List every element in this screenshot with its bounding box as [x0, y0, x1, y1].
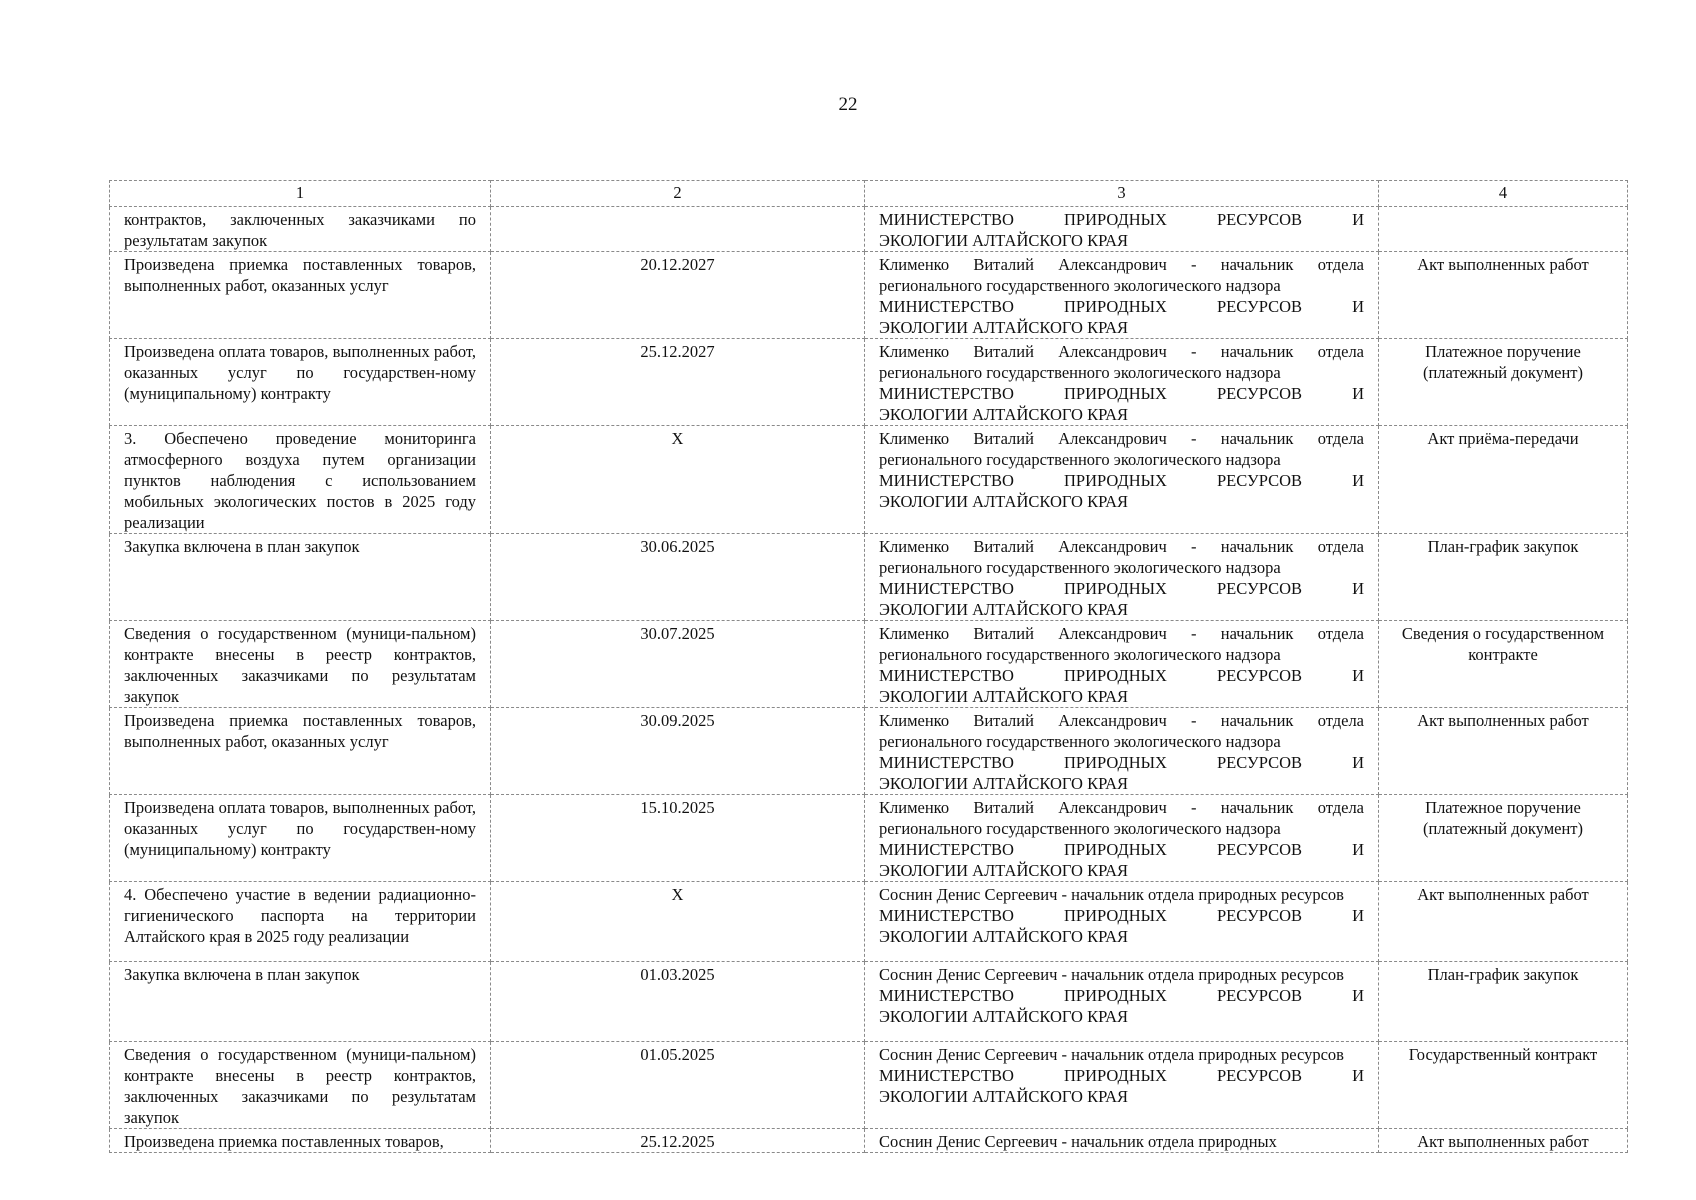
ministry-word: И	[1352, 471, 1364, 490]
deadline-cell: X	[491, 882, 865, 962]
ministry-word: ПРИРОДНЫХ	[1064, 297, 1167, 316]
ministry-word: МИНИСТЕРСТВО	[879, 210, 1014, 229]
ministry-line-1	[879, 1065, 1364, 1086]
deadline-cell: 30.07.2025	[491, 621, 865, 708]
ministry-word: МИНИСТЕРСТВО	[879, 1066, 1014, 1085]
ministry-word: МИНИСТЕРСТВО	[879, 666, 1014, 685]
event-description-cell: Закупка включена в план закупок	[110, 962, 491, 1042]
responsible-cell	[865, 1129, 1379, 1153]
event-description-cell: Произведена приемка поставленных товаров,	[110, 1129, 491, 1153]
document-table	[109, 180, 1628, 1153]
ministry-word: МИНИСТЕРСТВО	[879, 471, 1014, 490]
deadline-cell: 30.06.2025	[491, 534, 865, 621]
ministry-word: ПРИРОДНЫХ	[1064, 1066, 1167, 1085]
ministry-line-1	[879, 665, 1364, 686]
ministry-line-2: ЭКОЛОГИИ АЛТАЙСКОГО КРАЯ	[879, 1087, 1129, 1106]
responsible-person: Клименко Виталий Александрович - начальник отдела регионального государственного экологического надзора	[879, 429, 1364, 469]
ministry-word: МИНИСТЕРСТВО	[879, 753, 1014, 772]
ministry-line-2: ЭКОЛОГИИ АЛТАЙСКОГО КРАЯ	[879, 318, 1129, 337]
ministry-line-2: ЭКОЛОГИИ АЛТАЙСКОГО КРАЯ	[879, 405, 1129, 424]
table-body	[110, 207, 1628, 1153]
deadline-cell	[491, 207, 865, 252]
event-description-cell: Произведена приемка поставленных товаров, выполненных работ, оказанных услуг	[110, 252, 491, 339]
document-type-cell: План-график закупок	[1379, 962, 1628, 1042]
ministry-word: РЕСУРСОВ	[1217, 579, 1303, 598]
deadline-cell: 25.12.2025	[491, 1129, 865, 1153]
ministry-line-1	[879, 296, 1364, 317]
document-type-cell: Акт выполненных работ	[1379, 708, 1628, 795]
ministry-line-1	[879, 470, 1364, 491]
ministry-word: МИНИСТЕРСТВО	[879, 384, 1014, 403]
ministry-word: МИНИСТЕРСТВО	[879, 840, 1014, 859]
table-row	[110, 795, 1628, 882]
responsible-cell	[865, 1042, 1379, 1129]
document-type-cell	[1379, 207, 1628, 252]
ministry-word: И	[1352, 840, 1364, 859]
ministry-word: ПРИРОДНЫХ	[1064, 906, 1167, 925]
event-description-cell: Произведена оплата товаров, выполненных работ, оказанных услуг по государствен-ному (муниципальному) контракту	[110, 339, 491, 426]
event-description-cell: Произведена приемка поставленных товаров, выполненных работ, оказанных услуг	[110, 708, 491, 795]
ministry-line-1	[879, 383, 1364, 404]
responsible-cell	[865, 207, 1379, 252]
deadline-cell: X	[491, 426, 865, 534]
ministry-word: ПРИРОДНЫХ	[1064, 210, 1167, 229]
event-description-cell: 3. Обеспечено проведение мониторинга атмосферного воздуха путем организации пунктов наблюдения с использованием мобильных экологических постов в 2025 году реализации	[110, 426, 491, 534]
event-description-cell: Сведения о государственном (муници-пальном) контракте внесены в реестр контрактов, заключенных заказчиками по результатам закупок	[110, 621, 491, 708]
ministry-word: РЕСУРСОВ	[1217, 471, 1303, 490]
responsible-cell	[865, 882, 1379, 962]
ministry-word: И	[1352, 297, 1364, 316]
ministry-line-1	[879, 209, 1364, 230]
ministry-line-2: ЭКОЛОГИИ АЛТАЙСКОГО КРАЯ	[879, 492, 1129, 511]
ministry-word: И	[1352, 1066, 1364, 1085]
table-row	[110, 621, 1628, 708]
responsible-person: Клименко Виталий Александрович - начальник отдела регионального государственного экологического надзора	[879, 711, 1364, 751]
deadline-cell: 01.03.2025	[491, 962, 865, 1042]
responsible-person: Клименко Виталий Александрович - начальник отдела регионального государственного экологического надзора	[879, 537, 1364, 577]
table-row	[110, 962, 1628, 1042]
ministry-word: И	[1352, 210, 1364, 229]
responsible-cell	[865, 426, 1379, 534]
deadline-cell: 15.10.2025	[491, 795, 865, 882]
document-type-cell: Акт приёма-передачи	[1379, 426, 1628, 534]
ministry-line-1	[879, 578, 1364, 599]
ministry-line-1	[879, 985, 1364, 1006]
ministry-word: РЕСУРСОВ	[1217, 210, 1303, 229]
ministry-line-2: ЭКОЛОГИИ АЛТАЙСКОГО КРАЯ	[879, 774, 1129, 793]
deadline-cell: 20.12.2027	[491, 252, 865, 339]
responsible-cell	[865, 621, 1379, 708]
ministry-word: И	[1352, 986, 1364, 1005]
page-number: 22	[838, 94, 858, 115]
responsible-person: Соснин Денис Сергеевич - начальник отдела природных ресурсов	[879, 1045, 1344, 1064]
document-type-cell: Акт выполненных работ	[1379, 1129, 1628, 1153]
responsible-person: Клименко Виталий Александрович - начальник отдела регионального государственного экологического надзора	[879, 798, 1364, 838]
ministry-line-2: ЭКОЛОГИИ АЛТАЙСКОГО КРАЯ	[879, 600, 1129, 619]
ministry-word: ПРИРОДНЫХ	[1064, 753, 1167, 772]
responsible-person: Соснин Денис Сергеевич - начальник отдела природных ресурсов	[879, 885, 1344, 904]
ministry-word: ПРИРОДНЫХ	[1064, 471, 1167, 490]
table-row	[110, 1129, 1628, 1153]
event-description-cell: контрактов, заключенных заказчиками по результатам закупок	[110, 207, 491, 252]
document-type-cell: Сведения о государственном контракте	[1379, 621, 1628, 708]
ministry-word: ПРИРОДНЫХ	[1064, 986, 1167, 1005]
ministry-word: РЕСУРСОВ	[1217, 840, 1303, 859]
ministry-line-2: ЭКОЛОГИИ АЛТАЙСКОГО КРАЯ	[879, 927, 1129, 946]
event-description-cell: Произведена оплата товаров, выполненных работ, оказанных услуг по государствен-ному (муниципальному) контракту	[110, 795, 491, 882]
responsible-person: Соснин Денис Сергеевич - начальник отдела природных ресурсов	[879, 965, 1344, 984]
ministry-word: МИНИСТЕРСТВО	[879, 579, 1014, 598]
table-row	[110, 708, 1628, 795]
responsible-cell	[865, 962, 1379, 1042]
responsible-person: Соснин Денис Сергеевич - начальник отдела природных	[879, 1132, 1277, 1151]
table-row	[110, 207, 1628, 252]
ministry-word: ПРИРОДНЫХ	[1064, 384, 1167, 403]
table-row	[110, 252, 1628, 339]
responsible-person: Клименко Виталий Александрович - начальник отдела регионального государственного экологического надзора	[879, 255, 1364, 295]
table-row	[110, 882, 1628, 962]
ministry-word: МИНИСТЕРСТВО	[879, 297, 1014, 316]
ministry-word: РЕСУРСОВ	[1217, 1066, 1303, 1085]
table-row	[110, 426, 1628, 534]
ministry-word: И	[1352, 666, 1364, 685]
column-header: 2	[491, 181, 865, 207]
document-type-cell: Акт выполненных работ	[1379, 252, 1628, 339]
ministry-line-2: ЭКОЛОГИИ АЛТАЙСКОГО КРАЯ	[879, 861, 1129, 880]
ministry-word: РЕСУРСОВ	[1217, 666, 1303, 685]
event-description-cell: Закупка включена в план закупок	[110, 534, 491, 621]
ministry-word: И	[1352, 579, 1364, 598]
table-header-row	[110, 181, 1628, 207]
ministry-word: ПРИРОДНЫХ	[1064, 579, 1167, 598]
column-header: 1	[110, 181, 491, 207]
responsible-cell	[865, 534, 1379, 621]
deadline-cell: 01.05.2025	[491, 1042, 865, 1129]
ministry-word: И	[1352, 384, 1364, 403]
ministry-line-1	[879, 752, 1364, 773]
responsible-cell	[865, 708, 1379, 795]
responsible-cell	[865, 252, 1379, 339]
ministry-word: ПРИРОДНЫХ	[1064, 840, 1167, 859]
ministry-word: РЕСУРСОВ	[1217, 906, 1303, 925]
document-type-cell: Платежное поручение (платежный документ)	[1379, 339, 1628, 426]
ministry-word: И	[1352, 906, 1364, 925]
document-type-cell: Акт выполненных работ	[1379, 882, 1628, 962]
ministry-word: РЕСУРСОВ	[1217, 297, 1303, 316]
column-header: 4	[1379, 181, 1628, 207]
ministry-word: ПРИРОДНЫХ	[1064, 666, 1167, 685]
ministry-word: РЕСУРСОВ	[1217, 986, 1303, 1005]
document-type-cell: Государственный контракт	[1379, 1042, 1628, 1129]
responsible-person: Клименко Виталий Александрович - начальник отдела регионального государственного экологического надзора	[879, 342, 1364, 382]
ministry-line-2: ЭКОЛОГИИ АЛТАЙСКОГО КРАЯ	[879, 687, 1129, 706]
responsible-person: Клименко Виталий Александрович - начальник отдела регионального государственного экологического надзора	[879, 624, 1364, 664]
ministry-line-1	[879, 905, 1364, 926]
document-type-cell: Платежное поручение (платежный документ)	[1379, 795, 1628, 882]
ministry-word: МИНИСТЕРСТВО	[879, 986, 1014, 1005]
event-description-cell: 4. Обеспечено участие в ведении радиационно-гигиенического паспорта на территории Алтайского края в 2025 году реализации	[110, 882, 491, 962]
responsible-cell	[865, 795, 1379, 882]
ministry-word: РЕСУРСОВ	[1217, 753, 1303, 772]
deadline-cell: 30.09.2025	[491, 708, 865, 795]
table-row	[110, 534, 1628, 621]
document-type-cell: План-график закупок	[1379, 534, 1628, 621]
ministry-word: РЕСУРСОВ	[1217, 384, 1303, 403]
table-row	[110, 1042, 1628, 1129]
ministry-line-2: ЭКОЛОГИИ АЛТАЙСКОГО КРАЯ	[879, 1007, 1129, 1026]
deadline-cell: 25.12.2027	[491, 339, 865, 426]
ministry-word: МИНИСТЕРСТВО	[879, 906, 1014, 925]
column-header: 3	[865, 181, 1379, 207]
event-description-cell: Сведения о государственном (муници-пальном) контракте внесены в реестр контрактов, заключенных заказчиками по результатам закупок	[110, 1042, 491, 1129]
responsible-cell	[865, 339, 1379, 426]
ministry-line-1	[879, 839, 1364, 860]
ministry-line-2: ЭКОЛОГИИ АЛТАЙСКОГО КРАЯ	[879, 231, 1129, 250]
ministry-word: И	[1352, 753, 1364, 772]
table-row	[110, 339, 1628, 426]
